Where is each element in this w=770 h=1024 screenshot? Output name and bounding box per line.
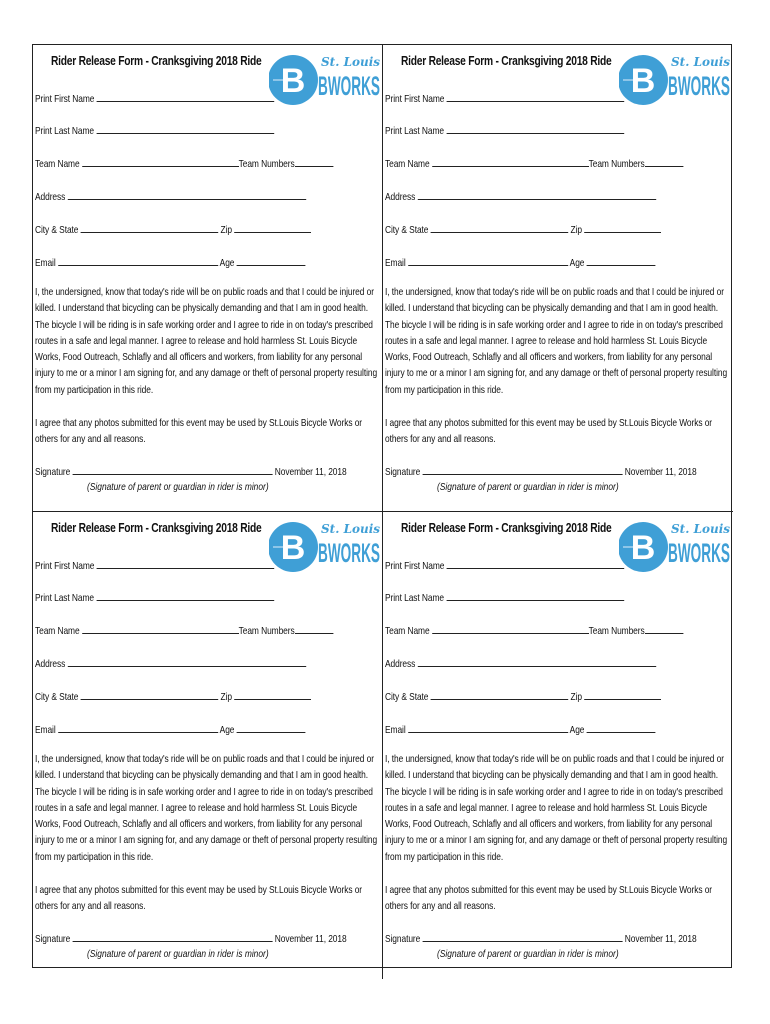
city-state-field[interactable] [385,689,661,703]
city-state-label: City & State [385,224,429,236]
address-line[interactable] [418,656,656,667]
signature-note: (Signature of parent or guardian in rider is minor) [437,948,619,960]
email-line[interactable] [408,255,568,266]
signature-field[interactable] [385,464,697,478]
rider-release-form [33,512,383,979]
age-line[interactable] [237,722,306,733]
zip-label: Zip [570,224,582,236]
last-name-label: Print Last Name [385,592,445,604]
city-state-line[interactable] [81,222,219,233]
email-field[interactable] [35,255,305,269]
logo-city-text: St. Louis [321,522,381,536]
zip-line[interactable] [234,689,311,700]
address-field[interactable] [35,189,306,203]
team-field[interactable] [385,156,683,170]
age-label: Age [219,724,235,736]
first-name-field[interactable] [385,558,624,572]
first-name-line[interactable] [447,91,625,102]
last-name-label: Print Last Name [35,125,95,137]
city-state-line[interactable] [81,689,219,700]
last-name-field[interactable] [385,590,624,604]
photo-consent-paragraph: I agree that any photos submitted for this event may be used by St.Louis Bicycle Works or others for any and all reasons. [35,417,363,446]
rider-release-form [383,45,733,512]
signature-field[interactable] [385,931,697,945]
last-name-field[interactable] [385,123,624,137]
signature-line[interactable] [73,931,273,942]
team-name-line[interactable] [432,156,589,167]
zip-line[interactable] [584,222,661,233]
signature-date: November 11, 2018 [274,933,347,945]
signature-label: Signature [35,466,71,478]
address-field[interactable] [385,656,656,670]
last-name-line[interactable] [446,590,624,601]
team-numbers-label: Team Numbers [588,158,645,170]
team-numbers-label: Team Numbers [238,158,295,170]
first-name-field[interactable] [35,558,274,572]
email-line[interactable] [58,255,218,266]
team-field[interactable] [35,623,333,637]
first-name-label: Print First Name [385,560,445,572]
address-line[interactable] [68,189,306,200]
email-field[interactable] [385,255,655,269]
bworks-logo [619,49,731,111]
team-name-label: Team Name [385,625,430,637]
first-name-label: Print First Name [35,93,95,105]
team-name-line[interactable] [82,156,239,167]
city-state-field[interactable] [35,689,311,703]
form-title: Rider Release Form - Cranksgiving 2018 Ride [401,521,612,535]
email-label: Email [385,724,406,736]
team-numbers-label: Team Numbers [238,625,295,637]
email-field[interactable] [385,722,655,736]
city-state-label: City & State [35,691,79,703]
logo-letter: B [630,529,656,567]
last-name-label: Print Last Name [35,592,95,604]
form-title: Rider Release Form - Cranksgiving 2018 Ride [401,54,612,68]
release-paragraph: I, the undersigned, know that today's ride will be on public roads and that I could be injured or killed. I understand that bicycling can be physically demanding and that I am in good health. The bicycle I will be riding is in safe working order and I agree to ride in on today's prescribed routes in a safe and legal manner. I agree to release and hold harmless St. Louis Bicycle Works, Food Outreach, Schlafly and all officers and workers, from liability for any personal injury to me or a minor I am signing for, and any damage or theft of personal property resulting from my participation in this ride. [35,753,378,863]
last-name-line[interactable] [96,123,274,134]
email-line[interactable] [58,722,218,733]
email-line[interactable] [408,722,568,733]
zip-line[interactable] [584,689,661,700]
team-field[interactable] [35,156,333,170]
logo-city-text: St. Louis [671,522,731,536]
city-state-label: City & State [385,691,429,703]
team-name-line[interactable] [82,623,239,634]
address-field[interactable] [385,189,656,203]
last-name-field[interactable] [35,590,274,604]
city-state-label: City & State [35,224,79,236]
city-state-line[interactable] [431,689,569,700]
address-label: Address [35,658,66,670]
team-numbers-line[interactable] [645,156,683,167]
zip-label: Zip [570,691,582,703]
photo-consent-paragraph: I agree that any photos submitted for this event may be used by St.Louis Bicycle Works or others for any and all reasons. [385,417,713,446]
team-numbers-line[interactable] [645,623,683,634]
age-line[interactable] [587,255,656,266]
address-label: Address [385,658,416,670]
age-label: Age [569,257,585,269]
last-name-line[interactable] [446,123,624,134]
signature-field[interactable] [35,464,347,478]
photo-consent-paragraph: I agree that any photos submitted for this event may be used by St.Louis Bicycle Works or others for any and all reasons. [385,884,713,913]
logo-city-text: St. Louis [671,55,731,69]
logo-letter: B [280,529,306,567]
logo-letter: B [630,62,656,100]
signature-field[interactable] [35,931,347,945]
signature-note: (Signature of parent or guardian in rider is minor) [87,481,269,493]
logo-word: BWORKS [318,538,380,568]
rider-release-form [383,512,733,979]
signature-note: (Signature of parent or guardian in rider is minor) [437,481,619,493]
form-title: Rider Release Form - Cranksgiving 2018 Ride [51,54,262,68]
photo-consent-paragraph: I agree that any photos submitted for this event may be used by St.Louis Bicycle Works or others for any and all reasons. [35,884,363,913]
age-label: Age [219,257,235,269]
release-paragraph: I, the undersigned, know that today's ride will be on public roads and that I could be injured or killed. I understand that bicycling can be physically demanding and that I am in good health. The bicycle I will be riding is in safe working order and I agree to ride in on today's prescribed routes in a safe and legal manner. I agree to release and hold harmless St. Louis Bicycle Works, Food Outreach, Schlafly and all officers and workers, from liability for any personal injury to me or a minor I am signing for, and any damage or theft of personal property resulting from my participation in this ride. [385,753,728,863]
logo-city-text: St. Louis [321,55,381,69]
address-field[interactable] [35,656,306,670]
email-label: Email [35,257,56,269]
zip-line[interactable] [234,222,311,233]
signature-line[interactable] [423,931,623,942]
first-name-line[interactable] [447,558,625,569]
team-name-label: Team Name [35,158,80,170]
signature-label: Signature [385,933,421,945]
first-name-label: Print First Name [385,93,445,105]
first-name-field[interactable] [385,91,624,105]
city-state-line[interactable] [431,222,569,233]
first-name-label: Print First Name [35,560,95,572]
release-form-sheet [32,44,732,968]
logo-word: BWORKS [668,71,730,101]
address-label: Address [35,191,66,203]
city-state-field[interactable] [35,222,311,236]
signature-date: November 11, 2018 [274,466,347,478]
signature-line[interactable] [423,464,623,475]
age-line[interactable] [237,255,306,266]
release-paragraph: I, the undersigned, know that today's ride will be on public roads and that I could be injured or killed. I understand that bicycling can be physically demanding and that I am in good health. The bicycle I will be riding is in safe working order and I agree to ride in on today's prescribed routes in a safe and legal manner. I agree to release and hold harmless St. Louis Bicycle Works, Food Outreach, Schlafly and all officers and workers, from liability for any personal injury to me or a minor I am signing for, and any damage or theft of personal property resulting from my participation in this ride. [35,286,378,396]
bworks-logo [269,516,381,578]
age-label: Age [569,724,585,736]
address-label: Address [385,191,416,203]
team-numbers-line[interactable] [295,156,333,167]
zip-label: Zip [220,224,232,236]
first-name-line[interactable] [97,558,275,569]
team-field[interactable] [385,623,683,637]
team-numbers-line[interactable] [295,623,333,634]
bworks-logo [619,516,731,578]
rider-release-form [33,45,383,512]
last-name-field[interactable] [35,123,274,137]
address-line[interactable] [418,189,656,200]
signature-date: November 11, 2018 [624,933,697,945]
last-name-line[interactable] [96,590,274,601]
signature-label: Signature [385,466,421,478]
form-title: Rider Release Form - Cranksgiving 2018 Ride [51,521,262,535]
team-name-label: Team Name [385,158,430,170]
city-state-field[interactable] [385,222,661,236]
signature-date: November 11, 2018 [624,466,697,478]
email-label: Email [385,257,406,269]
first-name-line[interactable] [97,91,275,102]
logo-word: BWORKS [668,538,730,568]
team-numbers-label: Team Numbers [588,625,645,637]
signature-line[interactable] [73,464,273,475]
bworks-logo [269,49,381,111]
address-line[interactable] [68,656,306,667]
team-name-line[interactable] [432,623,589,634]
first-name-field[interactable] [35,91,274,105]
age-line[interactable] [587,722,656,733]
zip-label: Zip [220,691,232,703]
email-field[interactable] [35,722,305,736]
team-name-label: Team Name [35,625,80,637]
signature-label: Signature [35,933,71,945]
release-paragraph: I, the undersigned, know that today's ride will be on public roads and that I could be injured or killed. I understand that bicycling can be physically demanding and that I am in good health. The bicycle I will be riding is in safe working order and I agree to ride in on today's prescribed routes in a safe and legal manner. I agree to release and hold harmless St. Louis Bicycle Works, Food Outreach, Schlafly and all officers and workers, from liability for any personal injury to me or a minor I am signing for, and any damage or theft of personal property resulting from my participation in this ride. [385,286,728,396]
logo-word: BWORKS [318,71,380,101]
logo-letter: B [280,62,306,100]
signature-note: (Signature of parent or guardian in rider is minor) [87,948,269,960]
email-label: Email [35,724,56,736]
last-name-label: Print Last Name [385,125,445,137]
